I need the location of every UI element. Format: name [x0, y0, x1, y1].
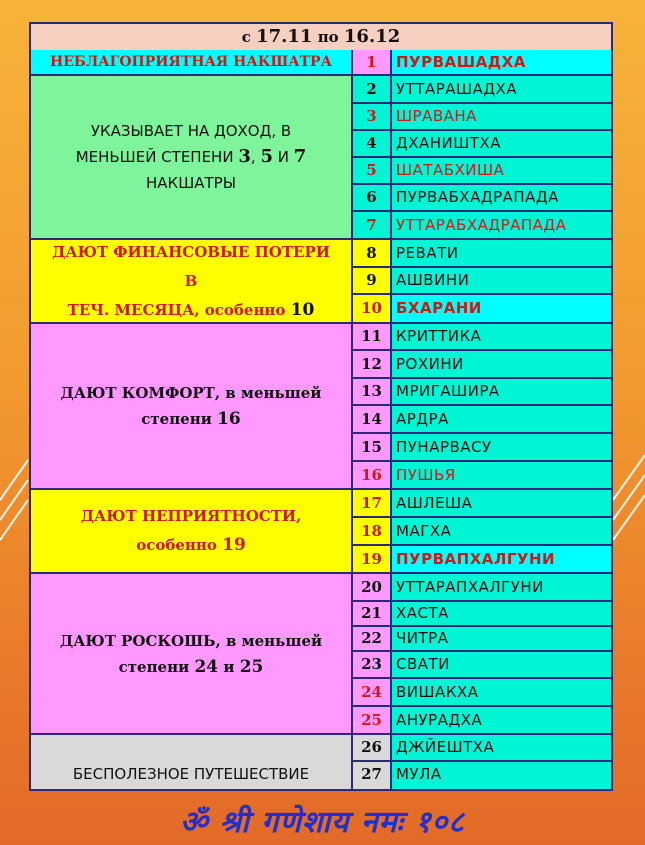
- group-useless-travel-text: БЕСПОЛЕЗНОЕ ПУТЕШЕСТВИЕ: [72, 765, 310, 783]
- nakshatra-name: РОХИНИ: [392, 351, 611, 379]
- group-luxury-num-24: 24: [194, 656, 219, 677]
- nakshatra-number: 26: [353, 735, 392, 762]
- nakshatra-name: СВАТИ: [392, 652, 611, 679]
- nakshatra-number: 16: [353, 462, 392, 490]
- nakshatra-name: ХАСТА: [392, 602, 611, 627]
- group-comfort-text: [47, 380, 336, 432]
- group-income-line1: УКАЗЫВАЕТ НА ДОХОД, В: [90, 122, 292, 140]
- nakshatra-number: 6: [353, 185, 392, 212]
- date-range-header: [31, 24, 611, 52]
- nakshatra-name: УТТАРАШАДХА: [392, 76, 611, 104]
- nakshatra-name: АШЛЕША: [392, 490, 611, 518]
- group-income-num-3: 3: [238, 146, 251, 167]
- group-comfort-line1: ДАЮТ КОМФОРТ, в меньшей: [60, 384, 322, 402]
- nakshatra-name: ПУШЬЯ: [392, 462, 611, 490]
- group-luxury: [31, 574, 353, 735]
- nakshatra-number: 15: [353, 434, 392, 462]
- group-income-sep2: И: [277, 148, 289, 166]
- date-prefix: с: [241, 28, 251, 46]
- nakshatra-number: 2: [353, 76, 392, 104]
- nakshatra-number: 25: [353, 707, 392, 735]
- group-troubles: [31, 490, 353, 574]
- nakshatra-name: БХАРАНИ: [392, 295, 611, 324]
- nakshatra-number: 21: [353, 602, 392, 627]
- group-luxury-sep: и: [223, 657, 235, 676]
- nakshatra-name: ПУРВАБХАДРАПАДА: [392, 185, 611, 212]
- date-middle: по: [317, 28, 339, 46]
- nakshatra-number: 27: [353, 762, 392, 789]
- date-from: 17.11: [256, 26, 313, 47]
- group-unfavorable-text: НЕБЛАГОПРИЯТНАЯ НАКШАТРА: [50, 54, 332, 70]
- nakshatra-name: ДХАНИШТХА: [392, 131, 611, 158]
- group-losses-line1: ДАЮТ ФИНАНСОВЫЕ ПОТЕРИ В: [52, 242, 330, 290]
- group-troubles-line2: особенно: [136, 536, 217, 554]
- nakshatra-name: ДЖЙЕШТХА: [392, 735, 611, 762]
- nakshatra-name: ЧИТРА: [392, 627, 611, 652]
- nakshatra-number: 9: [353, 268, 392, 295]
- nakshatra-number: 4: [353, 131, 392, 158]
- group-income-text: [62, 118, 321, 196]
- nakshatra-name: АНУРАДХА: [392, 707, 611, 735]
- nakshatra-number: 22: [353, 627, 392, 652]
- group-losses-text: [31, 238, 351, 325]
- nakshatra-name: МРИГАШИРА: [392, 379, 611, 406]
- nakshatra-name: ПУРВАПХАЛГУНИ: [392, 546, 611, 574]
- group-comfort-line2: степени: [141, 410, 212, 428]
- nakshatra-name: МУЛА: [392, 762, 611, 789]
- group-income: [31, 76, 353, 240]
- group-useless-travel: [31, 735, 353, 789]
- group-income-sep1: ,: [250, 148, 256, 166]
- nakshatra-number: 8: [353, 240, 392, 268]
- group-losses-num: 10: [290, 299, 315, 320]
- nakshatra-name: МАГХА: [392, 518, 611, 546]
- group-income-line2: МЕНЬШЕЙ СТЕПЕНИ: [75, 148, 234, 166]
- nakshatra-number: 18: [353, 518, 392, 546]
- nakshatra-number: 19: [353, 546, 392, 574]
- nakshatra-number: 14: [353, 406, 392, 434]
- group-comfort: [31, 324, 353, 490]
- group-comfort-num: 16: [217, 409, 241, 429]
- group-income-num-7: 7: [293, 146, 307, 167]
- group-losses: [31, 240, 353, 324]
- group-luxury-line2: степени: [118, 657, 190, 676]
- nakshatra-name: ШАТАБХИША: [392, 158, 611, 185]
- ganesha-mantra: ॐ श्री गणेशाय नमः १०८: [180, 805, 465, 840]
- nakshatra-table: [29, 22, 613, 791]
- nakshatra-number: 1: [353, 50, 392, 76]
- date-to: 16.12: [343, 26, 401, 47]
- nakshatra-name: УТТАРАБХАДРАПАДА: [392, 212, 611, 240]
- nakshatra-number: 17: [353, 490, 392, 518]
- group-troubles-num: 19: [222, 535, 246, 555]
- nakshatra-name: АШВИНИ: [392, 268, 611, 295]
- nakshatra-name: АРДРА: [392, 406, 611, 434]
- group-income-num-5: 5: [260, 146, 273, 167]
- nakshatra-number: 24: [353, 679, 392, 707]
- group-troubles-line1: ДАЮТ НЕПРИЯТНОСТИ,: [80, 507, 302, 525]
- nakshatra-name: ПУНАРВАСУ: [392, 434, 611, 462]
- nakshatra-number: 11: [353, 324, 392, 351]
- nakshatra-name: КРИТТИКА: [392, 324, 611, 351]
- nakshatra-number: 20: [353, 574, 392, 602]
- group-luxury-num-25: 25: [239, 656, 264, 677]
- group-losses-line2: ТЕЧ. МЕСЯЦА, особенно: [67, 300, 286, 319]
- nakshatra-number: 12: [353, 351, 392, 379]
- nakshatra-name: УТТАРАПХАЛГУНИ: [392, 574, 611, 602]
- nakshatra-number: 10: [353, 295, 392, 324]
- nakshatra-number: 13: [353, 379, 392, 406]
- nakshatra-name: ВИШАКХА: [392, 679, 611, 707]
- nakshatra-number: 23: [353, 652, 392, 679]
- group-unfavorable: [31, 50, 353, 76]
- group-luxury-line1: ДАЮТ РОСКОШЬ, в меньшей: [59, 631, 323, 650]
- nakshatra-number: 7: [353, 212, 392, 240]
- nakshatra-number: 5: [353, 158, 392, 185]
- group-luxury-text: [46, 628, 336, 680]
- nakshatra-number: 3: [353, 104, 392, 131]
- nakshatra-name: ШРАВАНА: [392, 104, 611, 131]
- group-troubles-text: [67, 502, 316, 560]
- nakshatra-name: ПУРВАШАДХА: [392, 50, 611, 76]
- nakshatra-name: РЕВАТИ: [392, 240, 611, 268]
- group-income-line3: НАКШАТРЫ: [146, 174, 236, 192]
